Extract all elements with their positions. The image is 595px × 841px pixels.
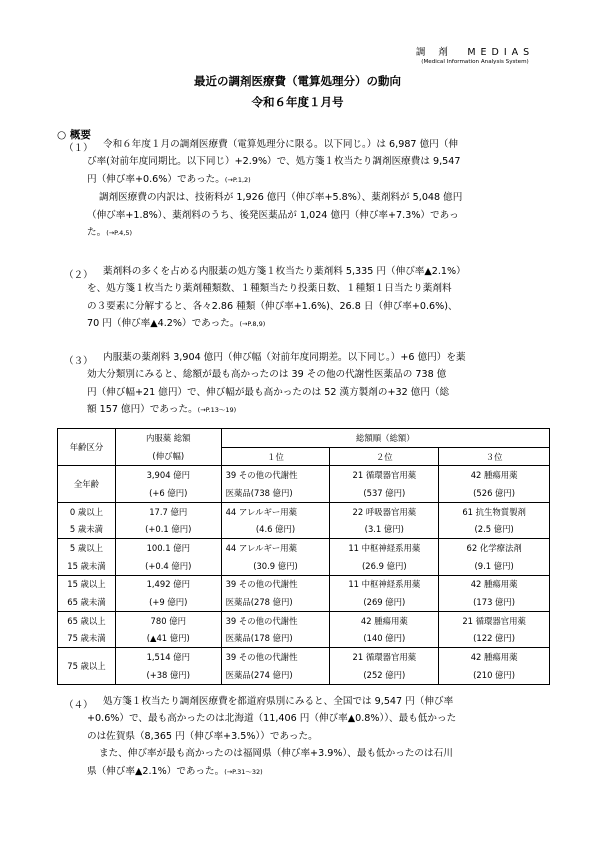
para-4-line: のは佐賀県（8,365 円（伸び率+3.5%））であった。 — [87, 730, 318, 742]
header-rank-1: １位 — [221, 447, 330, 466]
rank2-cell: 11 中枢神経系用薬 — [330, 539, 439, 557]
para-3-line: 円（伸び幅+21 億円）で、伸び幅が最も高かったのは 52 漢方製剤の+32 億円（総 — [87, 386, 450, 398]
rank3-cell: 42 腫瘍用薬 — [439, 575, 550, 593]
para-1-number: （１） — [64, 143, 93, 154]
rank1-cell: 39 その他の代謝性 — [221, 466, 330, 484]
rank3-value: (2.5 億円) — [439, 520, 550, 538]
rank1-value: 医薬品(274 億円) — [221, 666, 330, 684]
age-cell: 75 歳以上 — [58, 648, 116, 684]
age-cell: 65 歳以上 — [58, 611, 116, 629]
rank1-value: 医薬品(278 億円) — [221, 593, 330, 611]
amount-cell: 3,904 億円 — [115, 466, 221, 484]
table-row — [58, 648, 550, 666]
para-3 — [87, 349, 557, 420]
para-3-number: （３） — [64, 356, 93, 367]
delta-cell: (+0.1 億円) — [115, 520, 221, 538]
para-3-line: 効大分類別にみると、総額が最も高かったのは 39 その他の代謝性医薬品の 738 億 — [87, 369, 447, 381]
para-3-line: 額 157 億円）であった。(→P.13～19) — [87, 404, 237, 416]
delta-cell: (+6 億円) — [115, 484, 221, 502]
header-oral-total: 内服薬 総額 — [115, 429, 221, 448]
age-cell: 全年齢 — [58, 466, 116, 502]
para-1-line: 円（伸び率+0.6%）であった。(→P.1,2) — [87, 173, 251, 185]
table-row — [58, 593, 550, 611]
rank2-value: (537 億円) — [330, 484, 439, 502]
para-3-line: 内服薬の薬剤料 3,904 億円（伸び幅（対前年度同期差。以下同じ。）+6 億円）を薬 — [103, 352, 466, 363]
header-age: 年齢区分 — [58, 429, 116, 466]
amount-cell: 17.7 億円 — [115, 502, 221, 520]
delta-cell: (+0.4 億円) — [115, 557, 221, 575]
rank3-cell: 21 循環器官用薬 — [439, 611, 550, 629]
rank2-cell: 22 呼吸器官用薬 — [330, 502, 439, 520]
rank3-cell: 42 腫瘍用薬 — [439, 466, 550, 484]
para-4-number: （４） — [64, 700, 93, 711]
brand-subtitle: (Medical Information Analysis System) — [421, 59, 529, 65]
para-1-line: び率(対前年度同期比。以下同じ）+2.9%）で、処方箋１枚当たり調剤医療費は 9,547 — [87, 156, 461, 168]
delta-cell: (+9 億円) — [115, 593, 221, 611]
age-cell: 0 歳以上 — [58, 502, 116, 520]
rank1-value: 医薬品(738 億円) — [221, 484, 330, 502]
amount-cell: 780 億円 — [115, 611, 221, 629]
rank3-cell: 61 抗生物質製剤 — [439, 502, 550, 520]
para-4-line: 県（伸び率▲2.1%）であった。(→P.31～32) — [87, 765, 263, 777]
delta-cell: (+38 億円) — [115, 666, 221, 684]
amount-cell: 100.1 億円 — [115, 539, 221, 557]
rank2-cell: 21 循環器官用薬 — [330, 466, 439, 484]
document-subtitle: 令和６年度１月号 — [251, 95, 344, 109]
table-row — [58, 539, 550, 557]
rank1-value: (30.9 億円) — [221, 557, 330, 575]
table-row — [58, 502, 550, 520]
rank2-cell: 21 循環器官用薬 — [330, 648, 439, 666]
age-cell: 5 歳未満 — [58, 520, 116, 538]
brand-name: 調 剤 MEDIAS — [415, 47, 535, 58]
para-2-line: の３要素に分解すると、各々2.86 種類（伸び率+1.6%)、26.8 日（伸び率+0.6%)、 — [87, 300, 458, 312]
rank2-value: (269 億円) — [330, 593, 439, 611]
section-heading: ○ 概要 — [57, 129, 91, 141]
table-row — [58, 575, 550, 593]
rank1-value: (4.6 億円) — [221, 520, 330, 538]
rank2-cell: 42 腫瘍用薬 — [330, 611, 439, 629]
rank3-cell: 42 腫瘍用薬 — [439, 648, 550, 666]
rank1-cell: 39 その他の代謝性 — [221, 575, 330, 593]
rank2-cell: 11 中枢神経系用薬 — [330, 575, 439, 593]
para-4-line: また、伸び率が最も高かったのは福岡県（伸び率+3.9%）、最も低かったのは石川 — [99, 748, 453, 760]
para-1-line: 調剤医療費の内訳は、技術料が 1,926 億円（伸び率+5.8%）、薬剤料が 5,048 億円 — [99, 192, 463, 204]
amount-cell: 1,492 億円 — [115, 575, 221, 593]
age-cell: 15 歳以上 — [58, 575, 116, 593]
table-row — [58, 484, 550, 502]
para-2-line: 70 円（伸び率▲4.2%）であった。(→P.8,9) — [87, 318, 266, 330]
rank1-cell: 44 アレルギー用薬 — [221, 502, 330, 520]
page-reference: (→P.8,9) — [239, 320, 266, 329]
rank3-value: (173 億円) — [439, 593, 550, 611]
page-reference: (→P.1,2) — [224, 175, 251, 184]
rank1-cell: 39 その他の代謝性 — [221, 611, 330, 629]
rank3-value: (526 億円) — [439, 484, 550, 502]
page-reference: (→P.4,5) — [106, 229, 133, 238]
rank2-value: (26.9 億円) — [330, 557, 439, 575]
para-1 — [87, 136, 557, 242]
table-row — [58, 557, 550, 575]
para-4-line: +0.6%）で、最も高かったのは北海道（11,406 円（伸び率▲0.8%））、最も低かった — [87, 713, 457, 725]
header-rank-3: ３位 — [439, 447, 550, 466]
header-rank-2: ２位 — [330, 447, 439, 466]
delta-cell: (▲41 億円) — [115, 630, 221, 648]
report-header — [400, 44, 550, 65]
para-2-line: を、処方箋１枚当たり薬剤種類数、１種類当たり投薬日数、１種類１日当たり薬剤料 — [87, 283, 452, 295]
header-rank: 総額順（総額） — [221, 429, 549, 448]
document-title: 最近の調剤医療費（電算処理分）の動向 — [194, 74, 401, 88]
para-2-line: 薬剤料の多くを占める内服薬の処方箋１枚当たり薬剤料 5,335 円（伸び率▲2.1%） — [103, 266, 466, 277]
rank3-value: (210 億円) — [439, 666, 550, 684]
para-2-number: （２） — [64, 270, 93, 281]
age-cell: 5 歳以上 — [58, 539, 116, 557]
rank3-value: (9.1 億円) — [439, 557, 550, 575]
ranking-table — [57, 428, 550, 685]
table-row — [58, 466, 550, 484]
para-1-line: 令和６年度１月の調剤医療費（電算処理分に限る。以下同じ。）は 6,987 億円（伸 — [103, 139, 458, 150]
para-1-line: た。(→P.4,5) — [87, 227, 133, 239]
page-reference: (→P.13～19) — [197, 406, 237, 415]
page-reference: (→P.31～32) — [224, 767, 263, 776]
rank3-value: (122 億円) — [439, 630, 550, 648]
para-4-line: 処方箋１枚当たり調剤医療費を都道府県別にみると、全国では 9,547 円（伸び率 — [103, 696, 454, 707]
table-row — [58, 520, 550, 538]
table-row — [58, 630, 550, 648]
rank2-value: (252 億円) — [330, 666, 439, 684]
para-4 — [87, 693, 557, 781]
rank1-value: 医薬品(178 億円) — [221, 630, 330, 648]
rank2-value: (140 億円) — [330, 630, 439, 648]
rank1-cell: 44 アレルギー用薬 — [221, 539, 330, 557]
amount-cell: 1,514 億円 — [115, 648, 221, 666]
table-row — [58, 611, 550, 629]
age-cell: 75 歳未満 — [58, 630, 116, 648]
rank3-cell: 62 化学療法剤 — [439, 539, 550, 557]
header-oral-delta: (伸び幅) — [115, 447, 221, 466]
age-cell: 65 歳未満 — [58, 593, 116, 611]
para-2 — [87, 263, 557, 334]
age-cell: 15 歳未満 — [58, 557, 116, 575]
rank2-value: (3.1 億円) — [330, 520, 439, 538]
rank1-cell: 39 その他の代謝性 — [221, 648, 330, 666]
table-row — [58, 666, 550, 684]
para-1-line: （伸び率+1.8%）、薬剤料のうち、後発医薬品が 1,024 億円（伸び率+7.3%）であっ — [87, 209, 459, 221]
